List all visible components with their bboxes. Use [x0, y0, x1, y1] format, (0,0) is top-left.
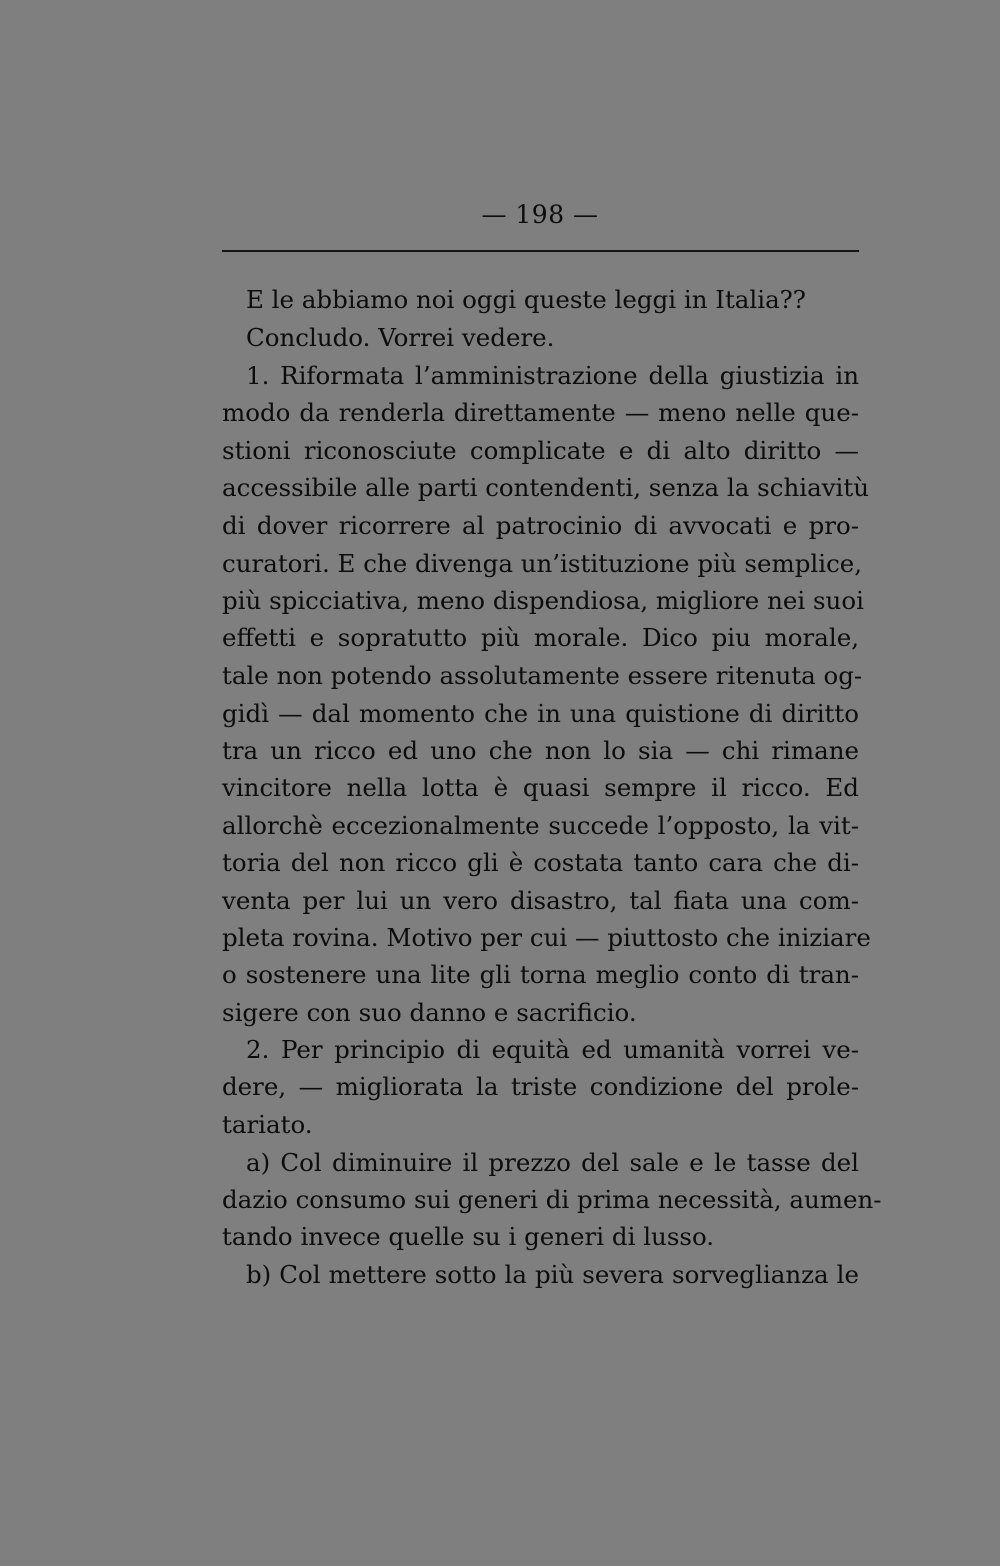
text-line: Concludo. Vorrei vedere. [246, 323, 555, 352]
text-line: gidì — dal momento che in una quistione di diritto [222, 699, 859, 728]
header-rule [222, 250, 859, 252]
text-line: più spicciativa, meno dispendiosa, migliore nei suoi [222, 586, 864, 615]
text-line: pleta rovina. Motivo per cui — piuttosto che iniziare [222, 923, 871, 952]
text-line: venta per lui un vero disastro, tal fiata una com- [222, 886, 859, 915]
text-line: 1. Riformata l’amministrazione della giustizia in [246, 361, 859, 390]
page-number: — 198 — [481, 200, 599, 229]
text-line: tale non potendo assolutamente essere ritenuta og- [222, 661, 863, 690]
text-line: 2. Per principio di equità ed umanità vorrei ve- [246, 1035, 859, 1064]
text-line: o sostenere una lite gli torna meglio conto di tran- [222, 960, 859, 989]
text-line: dazio consumo sui generi di prima necessità, aumen- [222, 1185, 882, 1214]
text-line: allorchè eccezionalmente succede l’opposto, la vit- [222, 811, 859, 840]
text-line: curatori. E che divenga un’istituzione più semplice, [222, 549, 863, 578]
text-line: sigere con suo danno e sacrificio. [222, 998, 637, 1027]
text-line: stioni riconosciute complicate e di alto diritto — [222, 436, 859, 465]
text-line: accessibile alle parti contendenti, senza la schiavitù [222, 473, 870, 502]
text-line: effetti e sopratutto più morale. Dico piu morale, [222, 623, 859, 652]
text-line: tando invece quelle su i generi di lusso. [222, 1222, 715, 1251]
text-line: vincitore nella lotta è quasi sempre il ricco. Ed [222, 773, 859, 802]
text-line: tariato. [222, 1110, 313, 1139]
text-line: dere, — migliorata la triste condizione del prole- [222, 1072, 859, 1101]
text-line: a) Col diminuire il prezzo del sale e le tasse del [246, 1148, 859, 1177]
text-line: E le abbiamo noi oggi queste leggi in Italia?? [246, 285, 806, 314]
text-line: b) Col mettere sotto la più severa sorveglianza le [246, 1260, 859, 1289]
text-line: tra un ricco ed uno che non lo sia — chi rimane [222, 736, 859, 765]
text-line: di dover ricorrere al patrocinio di avvocati e pro- [222, 511, 859, 540]
text-line: toria del non ricco gli è costata tanto cara che di- [222, 848, 859, 877]
text-line: modo da renderla direttamente — meno nelle que- [222, 398, 859, 427]
